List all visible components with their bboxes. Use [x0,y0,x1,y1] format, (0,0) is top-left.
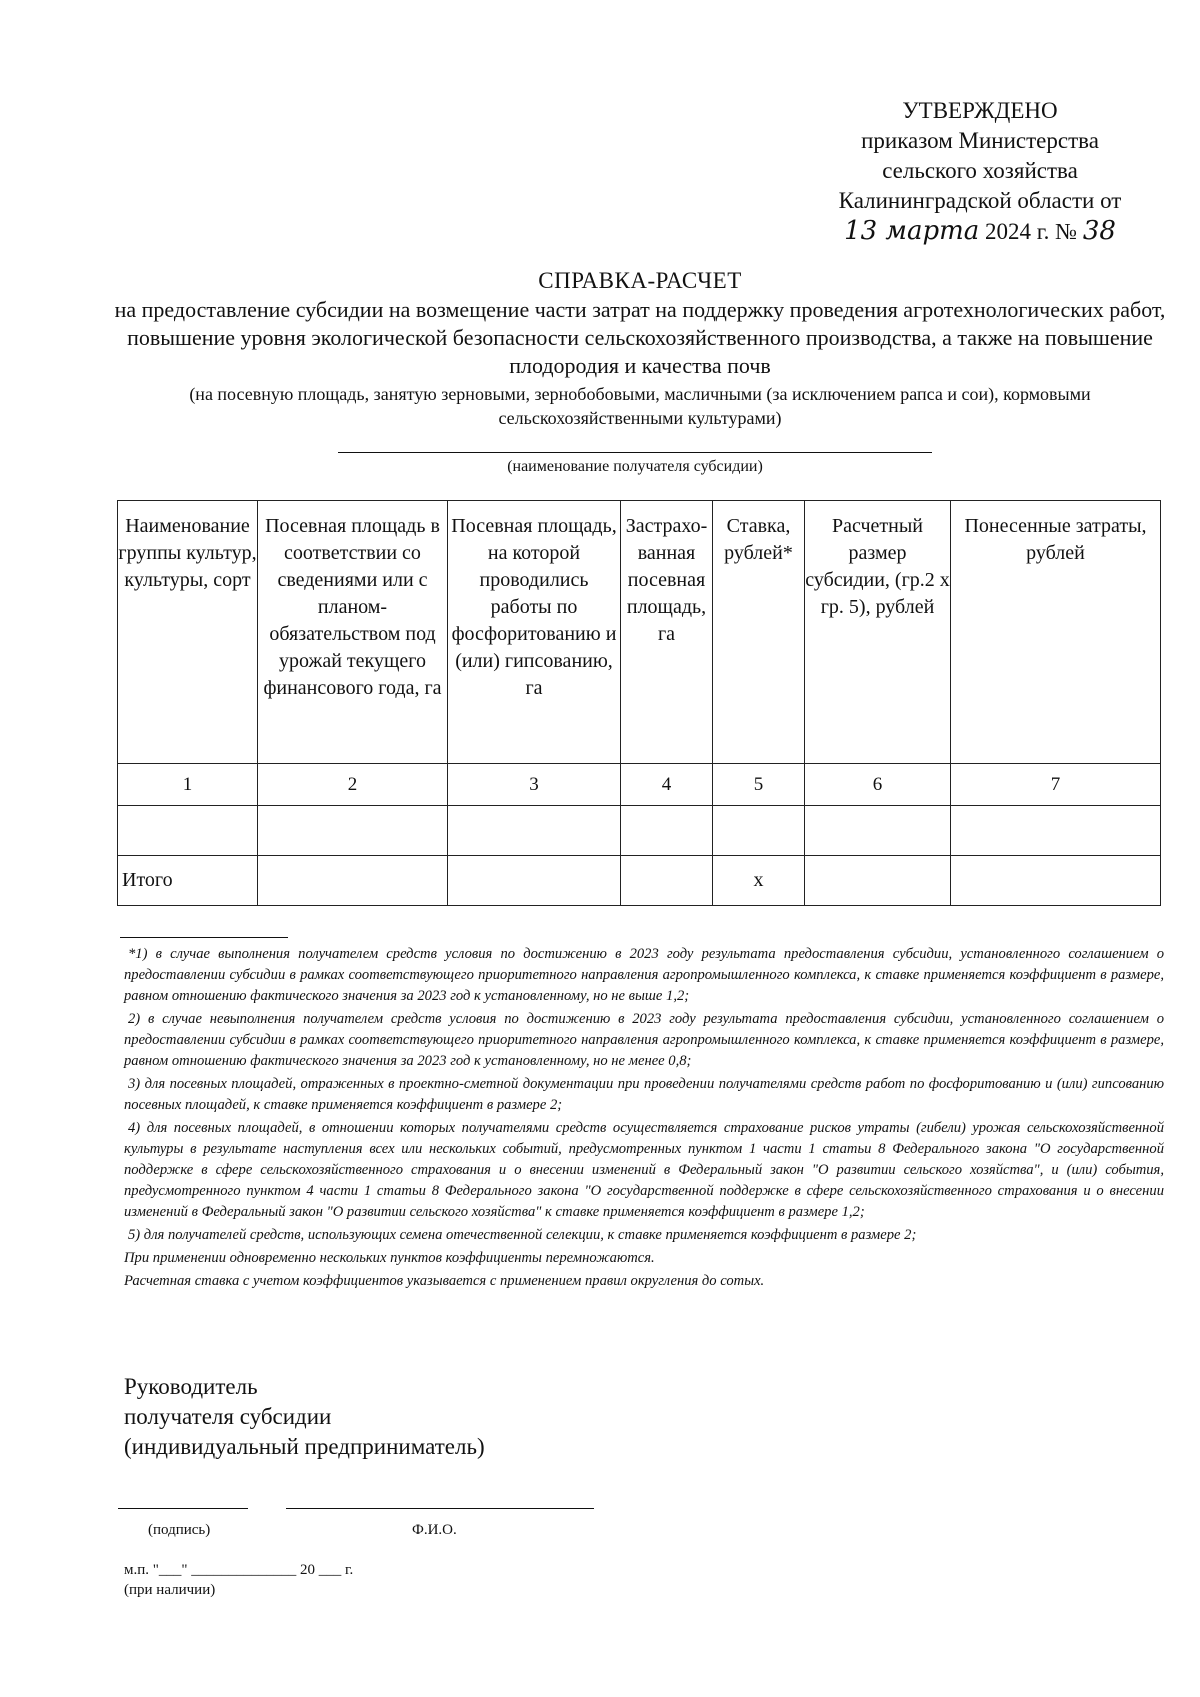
approval-year: 2024 г. № [985,219,1078,244]
calculation-table [117,500,1161,906]
total-rate-x: х [713,856,805,906]
approval-line-3: Калининградской области от [838,188,1122,213]
fio-label: Ф.И.О. [412,1522,457,1538]
document-scope: (на посевную площадь, занятую зерновыми, зернобобовыми, масличными (за исключением рапса и сои), кормовыми сельскохозяйственными культурами) [189,384,1091,428]
handwritten-number: 38 [1082,216,1116,246]
table-header-cell: Ставка, рублей* [713,501,805,764]
footnote-note-2: Расчетная ставка с учетом коэффициентов указывается с применением правил округления до сотых. [124,1273,765,1289]
recipient-name-line [338,452,932,453]
footnote-divider [120,937,288,938]
table-cell[interactable] [118,806,258,856]
column-number: 4 [621,764,713,806]
approval-stamp [800,96,1160,247]
handwritten-date: 13 марта [844,216,980,246]
table-cell[interactable] [258,806,448,856]
table-header-cell: Расчетный размер субсидии, (гр.2 х гр. 5), рублей [805,501,951,764]
recipient-caption: (наименование получателя субсидии) [507,458,763,475]
approved-heading: УТВЕРЖДЕНО [902,98,1058,123]
footnote-5: 5) для получателей средств, использующих семена отечественной селекции, к ставке применяется коэффициент в размере 2; [128,1227,917,1243]
signature-label: (подпись) [148,1522,211,1538]
approval-date-line [800,216,1160,247]
footnote-note-1: При применении одновременно нескольких пунктов коэффициенты перемножаются. [124,1250,655,1266]
approval-line-2: сельского хозяйства [882,158,1078,183]
table-cell[interactable] [951,806,1161,856]
footnotes [124,944,1164,1294]
table-header-cell: Понесенные затраты, рублей [951,501,1161,764]
column-number: 2 [258,764,448,806]
column-number: 5 [713,764,805,806]
table-header-row [118,501,1161,764]
signer-block [124,1372,485,1462]
total-row [118,856,1161,906]
table-row [118,806,1161,856]
footnote-1: *1) в случае выполнения получателем средств условия по достижению в 2023 году результата предоставления субсидии, установленного соглашением о предоставлении субсидии в рамках соответствующего приоритетного направления агропромышленного комплекса, к ставке применяется коэффициент в размере, равном отношению фактического значения за 2023 год к установленному, но не выше 1,2; [124,946,1164,1004]
signer-line-1: Руководитель [124,1374,258,1399]
signer-line-2: получателя субсидии [124,1404,332,1429]
table-cell[interactable] [258,856,448,906]
footnote-2: 2) в случае невыполнения получателем средств условия по достижению в 2023 году результата предоставления субсидии, установленного соглашением о предоставлении субсидии в рамках соответствующего приоритетного направления агропромышленного комплекса, к ставке применяется коэффициент в размере, равном отношению фактического значения за 2023 год к установленному, но не менее 0,8; [124,1011,1164,1069]
fio-field-line[interactable] [286,1508,594,1509]
total-label: Итого [118,856,258,906]
document-purpose: на предоставление субсидии на возмещение части затрат на поддержку проведения агротехнологических работ, повышение уровня экологической безопасности сельскохозяйственного производства, а также на повышение плодородия и качества почв [114,297,1166,378]
approval-line-1: приказом Министерства [861,128,1099,153]
column-number: 3 [448,764,621,806]
table-header-cell: Посевная площадь в соответствии со сведениями или с планом-обязательством под урожай текущего финансового года, га [258,501,448,764]
table-header-cell: Посевная площадь, на которой проводились работы по фосфоритованию и (или) гипсованию, га [448,501,621,764]
seal-note: (при наличии) [124,1582,216,1598]
table-cell[interactable] [713,806,805,856]
column-number: 1 [118,764,258,806]
document-title: СПРАВКА-РАСЧЕТ [538,268,742,293]
table-cell[interactable] [951,856,1161,906]
table-cell[interactable] [621,806,713,856]
footnote-4: 4) для посевных площадей, в отношении которых получателями средств осуществляется страхование рисков утраты (гибели) урожая сельскохозяйственной культуры в результате наступления всех или нескольких событий, предусмотренных пунктом 1 части 1 статьи 8 Федерального закона "О государственной поддержке в сфере сельскохозяйственного страхования и о внесении изменений в Федеральный закон "О развитии сельского хозяйства", и (или) события, предусмотренного пунктом 4 части 1 статьи 8 Федерального закона "О государственной поддержке в сфере сельскохозяйственного страхования и о внесении изменений в Федеральный закон "О развитии сельского хозяйства" к ставке применяется коэффициент в размере 1,2; [124,1120,1164,1220]
signature-field-line[interactable] [118,1508,248,1509]
document-title-block [110,266,1170,430]
table-cell[interactable] [621,856,713,906]
table-cell[interactable] [805,806,951,856]
table-row [118,764,1161,806]
signer-line-3: (индивидуальный предприниматель) [124,1434,485,1459]
footnote-3: 3) для посевных площадей, отраженных в проектно-сметной документации при проведении получателями средств работ по фосфоритованию и (или) гипсованию посевных площадей, к ставке применяется коэффициент в размере 2; [124,1076,1164,1113]
table-header-cell: Застрахо-ванная посевная площадь, га [621,501,713,764]
table-cell[interactable] [448,856,621,906]
table-header-cell: Наименование группы культур, культуры, сорт [118,501,258,764]
table-cell[interactable] [448,806,621,856]
column-number: 6 [805,764,951,806]
column-number: 7 [951,764,1161,806]
table-cell[interactable] [805,856,951,906]
seal-date-line: м.п. "___" ______________ 20 ___ г. [124,1562,354,1578]
